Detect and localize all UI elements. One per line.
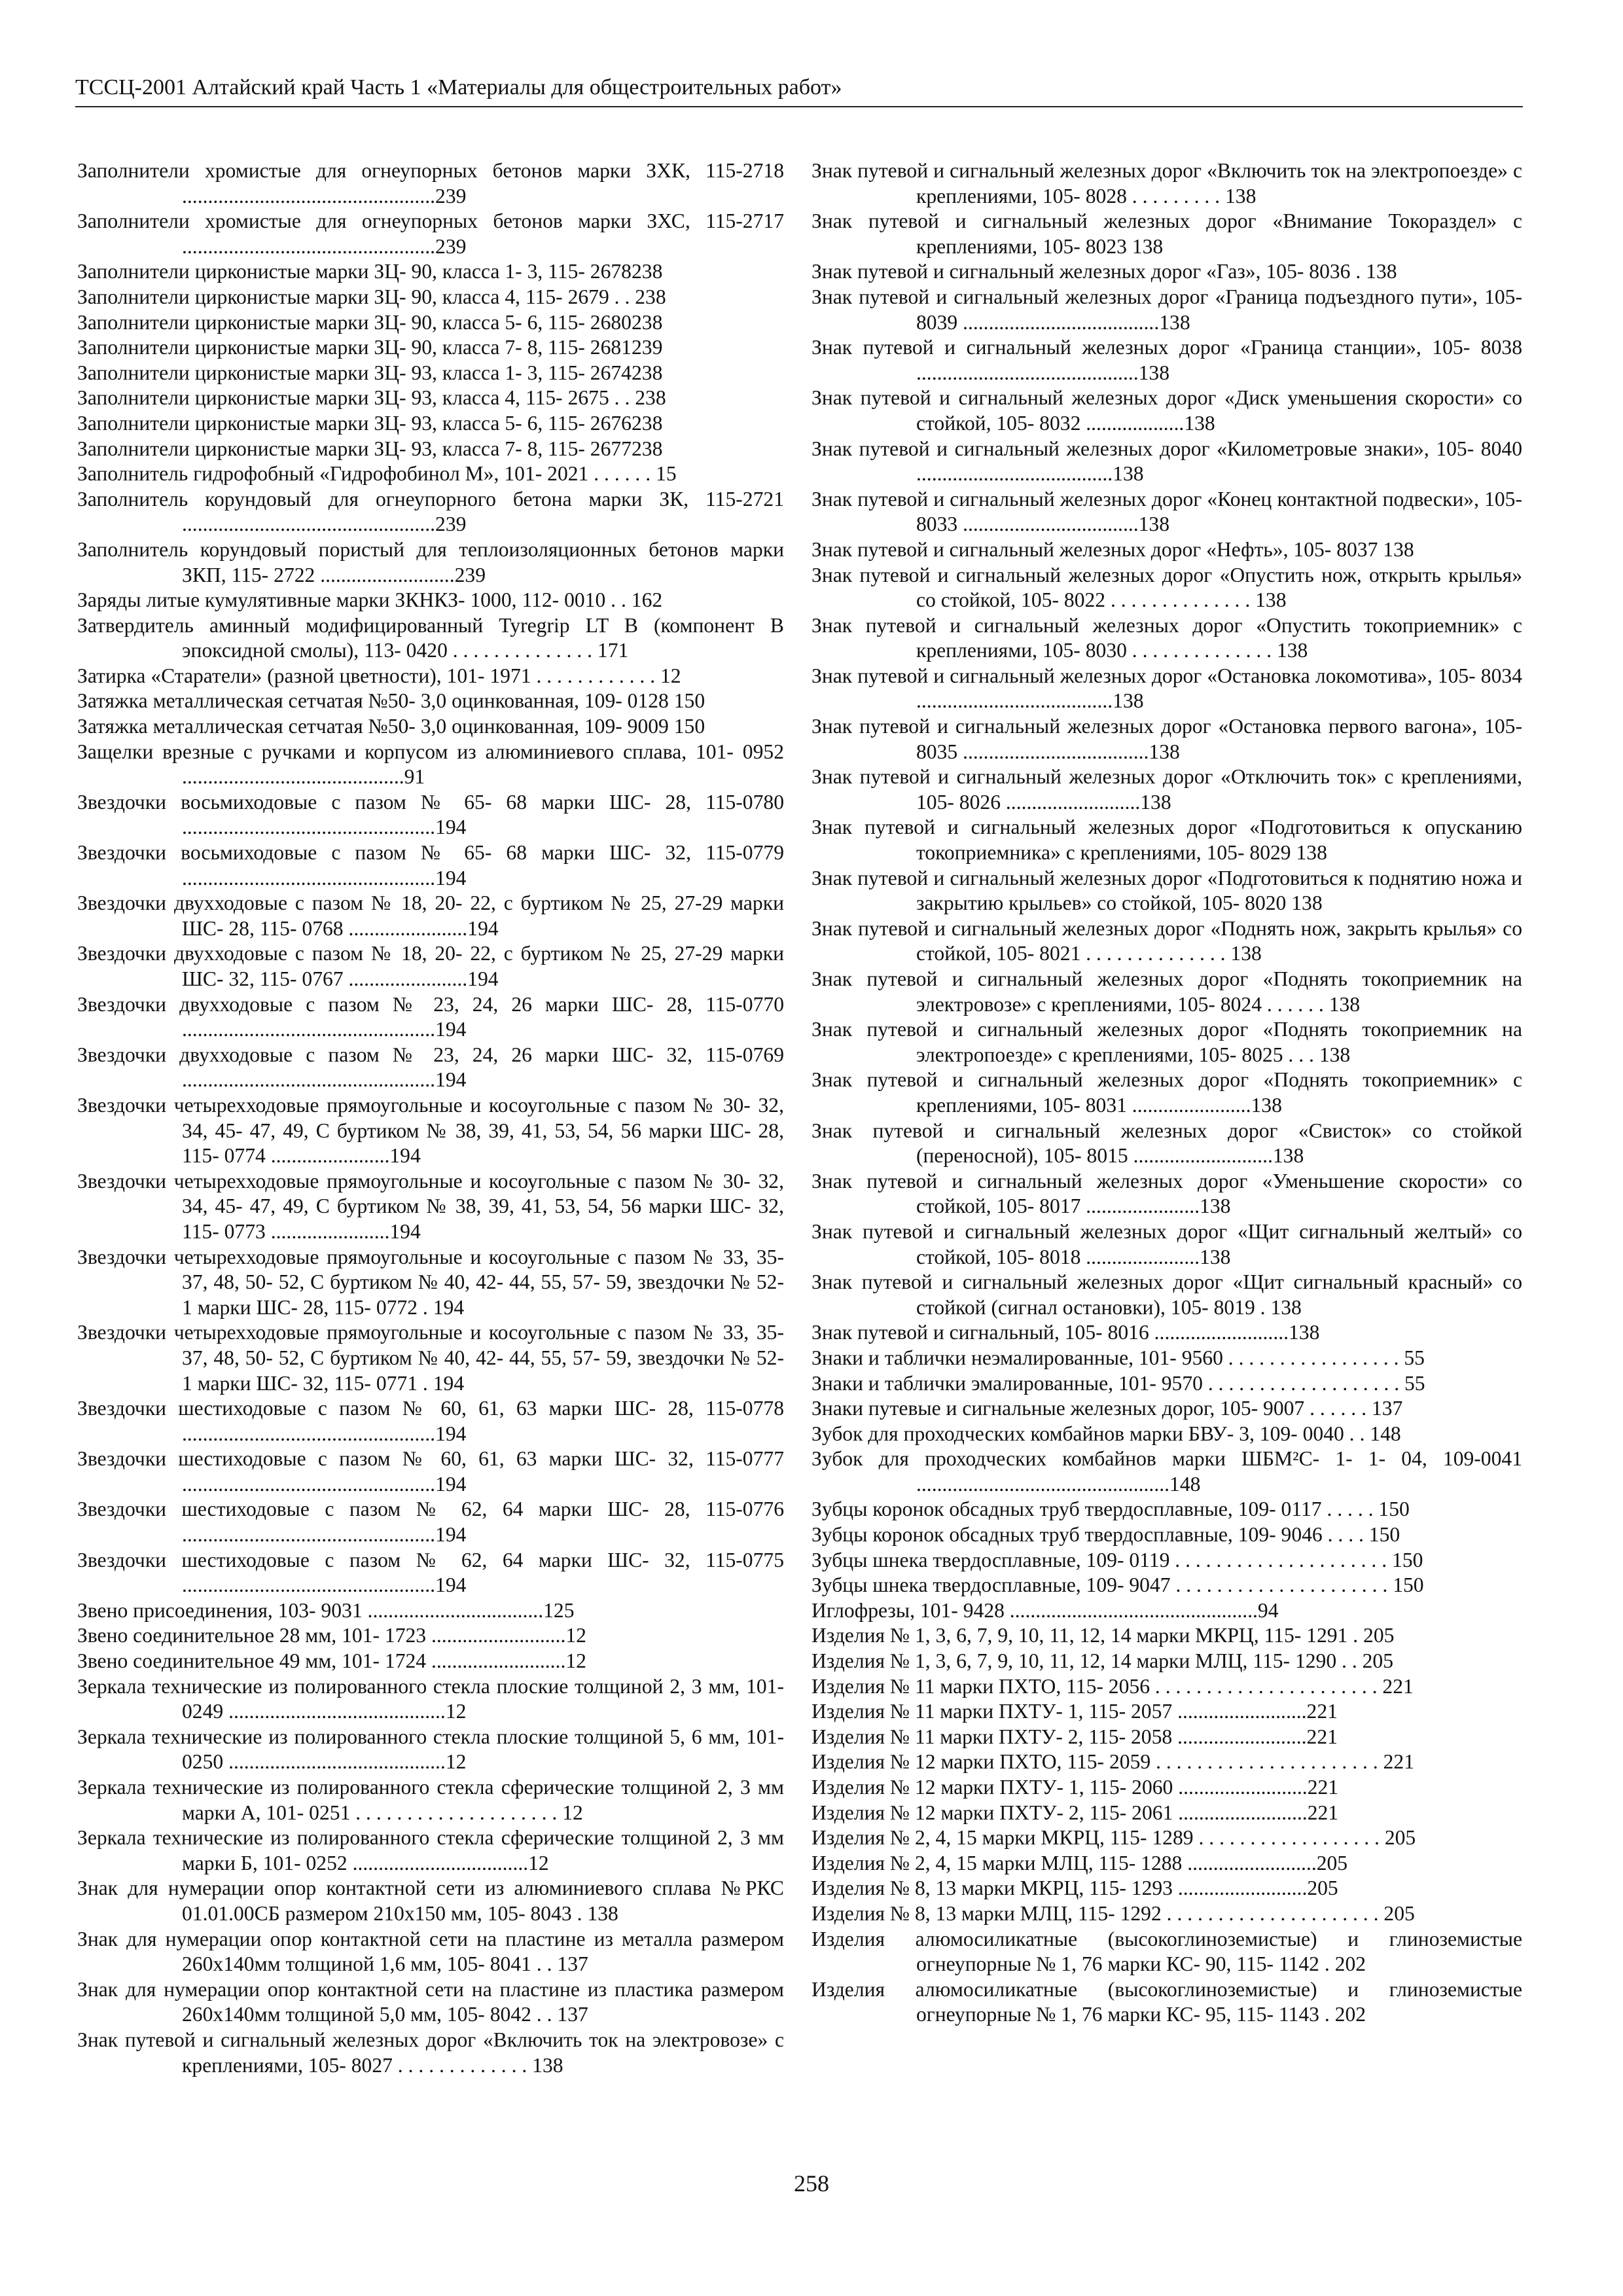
index-entry: Знак путевой и сигнальный железных дорог «Отключить ток» с креплениями, 105- 8026 ..........................138 xyxy=(812,765,1522,814)
index-entry: Зубцы коронок обсадных труб твердосплавные, 109- 9046 . . . . 150 xyxy=(812,1523,1400,1547)
index-entry: Знак путевой и сигнальный железных дорог «Граница станции», 105- 8038 ...........................................138 xyxy=(812,336,1522,384)
index-entry: Затвердитель аминный модифицированный Tyregrip LT B (компонент В эпоксидной смолы), 113- 0420 . . . . . . . . . . . . . . 171 xyxy=(77,613,784,662)
index-entry: Иглофрезы, 101- 9428 ................................................94 xyxy=(812,1598,1279,1622)
index-entry: Знак путевой и сигнальный железных дорог «Остановка первого вагона», 105- 8035 ....................................138 xyxy=(812,715,1522,763)
index-entry: Зубцы коронок обсадных труб твердосплавные, 109- 0117 . . . . . 150 xyxy=(812,1498,1410,1521)
index-entry: Зубок для проходческих комбайнов марки ШБМ²С- 1- 1- 04, 109-0041 .................................................148 xyxy=(812,1447,1522,1496)
index-entry: Заполнители цирконистые марки ЗЦ- 90, класса 4, 115- 2679 . . 238 xyxy=(77,285,666,308)
index-entry: Знак путевой и сигнальный железных дорог «Конец контактной подвески», 105- 8033 ..................................138 xyxy=(812,487,1522,536)
index-entry: Знак путевой и сигнальный железных дорог «Опустить токоприемник» с креплениями, 105- 8030 . . . . . . . . . . . . . . 138 xyxy=(812,613,1522,662)
index-entry: Изделия № 8, 13 марки МКРЦ, 115- 1293 .........................205 xyxy=(812,1876,1338,1900)
index-entry: Изделия № 12 марки ПХТУ- 1, 115- 2060 .........................221 xyxy=(812,1776,1339,1799)
index-entry: Зубок для проходческих комбайнов марки БВУ- 3, 109- 0040 . . 148 xyxy=(812,1422,1401,1445)
index-entry: Знак путевой и сигнальный, 105- 8016 ..........................138 xyxy=(812,1321,1320,1344)
index-entry: Изделия № 12 марки ПХТО, 115- 2059 . . . . . . . . . . . . . . . . . . . . . . 221 xyxy=(812,1750,1414,1774)
index-entry: Знак для нумерации опор контактной сети на пластине из металла размером 260х140мм толщиной 1,6 мм, 105- 8041 . . 137 xyxy=(77,1927,784,1976)
index-entry: Знак путевой и сигнальный железных дорог «Подготовиться к опусканию токоприемника» с креплениями, 105- 8029 138 xyxy=(812,816,1522,865)
index-entry: Затяжка металлическая сетчатая №50- 3,0 оцинкованная, 109- 9009 150 xyxy=(77,715,705,738)
index-entry: Изделия № 12 марки ПХТУ- 2, 115- 2061 .........................221 xyxy=(812,1801,1339,1824)
index-entry: Заряды литые кумулятивные марки ЗКНКЗ- 1000, 112- 0010 . . 162 xyxy=(77,588,663,612)
index-entry: Изделия алюмосиликатные (высокоглиноземистые) и глиноземистые огнеупорные № 1, 76 марки КС- 95, 115- 1143 . 202 xyxy=(812,1977,1522,2026)
index-entry: Зубцы шнека твердосплавные, 109- 9047 . . . . . . . . . . . . . . . . . . . . . 150 xyxy=(812,1573,1424,1597)
index-entry: Знак путевой и сигнальный железных дорог «Свисток» со стойкой (переносной), 105- 8015 ...........................138 xyxy=(812,1119,1522,1168)
index-entry: Знак путевой и сигнальный железных дорог «Щит сигнальный красный» со стойкой (сигнал остановки), 105- 8019 . 138 xyxy=(812,1270,1522,1319)
index-entry: Зеркала технические из полированного стекла плоские толщиной 2, 3 мм, 101- 0249 ..........................................12 xyxy=(77,1674,784,1723)
index-entry: Заполнители цирконистые марки ЗЦ- 93, класса 7- 8, 115- 2677238 xyxy=(77,437,663,460)
index-entry: Защелки врезные с ручками и корпусом из алюминиевого сплава, 101- 0952 ...........................................91 xyxy=(77,740,784,789)
index-entry: Затирка «Старатели» (разной цветности), 101- 1971 . . . . . . . . . . . . 12 xyxy=(77,664,681,687)
index-entry: Знак путевой и сигнальный железных дорог «Опустить нож, открыть крылья» со стойкой, 105- 8022 . . . . . . . . . . . . . . 138 xyxy=(812,563,1522,612)
index-entry: Заполнитель гидрофобный «Гидрофобинол М», 101- 2021 . . . . . . 15 xyxy=(77,462,677,486)
index-entry: Заполнители хромистые для огнеупорных бетонов марки ЗХК, 115-2718 .................................................239 xyxy=(77,159,784,207)
index-entry: Звено соединительное 28 мм, 101- 1723 ..........................12 xyxy=(77,1624,586,1647)
index-entry: Знак путевой и сигнальный железных дорог «Газ», 105- 8036 . 138 xyxy=(812,260,1397,283)
index-entry: Звездочки четырехходовые прямоугольные и косоугольные с пазом № 33, 35- 37, 48, 50- 52, С буртиком № 40, 42- 44, 55, 57- 59, звездочки № 52- 1 марки ШС- 28, 115- 0772 . 194 xyxy=(77,1245,784,1319)
index-entry: Заполнители цирконистые марки ЗЦ- 90, класса 5- 6, 115- 2680238 xyxy=(77,310,663,334)
index-entry: Изделия № 1, 3, 6, 7, 9, 10, 11, 12, 14 марки МКРЦ, 115- 1291 . 205 xyxy=(812,1624,1395,1647)
index-entry: Затяжка металлическая сетчатая №50- 3,0 оцинкованная, 109- 0128 150 xyxy=(77,689,705,713)
index-entry: Знак путевой и сигнальный железных дорог «Включить ток на электропоезде» с креплениями, 105- 8028 . . . . . . . . . 138 xyxy=(812,159,1522,207)
index-entry: Зеркала технические из полированного стекла сферические толщиной 2, 3 мм марки Б, 101- 0252 ..................................12 xyxy=(77,1826,784,1874)
running-header: ТССЦ-2001 Алтайский край Часть 1 «Материалы для общестроительных работ» xyxy=(75,75,842,99)
index-entry: Заполнители цирконистые марки ЗЦ- 90, класса 1- 3, 115- 2678238 xyxy=(77,260,663,283)
index-entry: Звездочки четырехходовые прямоугольные и косоугольные с пазом № 30- 32, 34, 45- 47, 49, С буртиком № 38, 39, 41, 53, 54, 56 марки ШС- 28, 115- 0774 .......................194 xyxy=(77,1093,784,1168)
index-entry: Знаки и таблички неэмалированные, 101- 9560 . . . . . . . . . . . . . . . . . 55 xyxy=(812,1346,1425,1369)
index-entry: Заполнители цирконистые марки ЗЦ- 93, класса 1- 3, 115- 2674238 xyxy=(77,361,663,384)
index-column-left xyxy=(77,158,784,2078)
index-entry: Звено соединительное 49 мм, 101- 1724 ..........................12 xyxy=(77,1649,586,1673)
index-entry: Звездочки двухходовые с пазом № 18, 20- 22, с буртиком № 25, 27-29 марки ШС- 28, 115- 0768 .......................194 xyxy=(77,891,784,940)
index-entry: Знак путевой и сигнальный железных дорог «Щит сигнальный желтый» со стойкой, 105- 8018 ......................138 xyxy=(812,1219,1522,1268)
index-entry: Звездочки шестиходовые с пазом № 62, 64 марки ШС- 32, 115-0775 .................................................194 xyxy=(77,1548,784,1597)
index-entry: Зеркала технические из полированного стекла сферические толщиной 2, 3 мм марки А, 101- 0251 . . . . . . . . . . . . . . . . . . . . 12 xyxy=(77,1776,784,1824)
index-entry: Знак путевой и сигнальный железных дорог «Подготовиться к поднятию ножа и закрытию крыльев» со стойкой, 105- 8020 138 xyxy=(812,866,1522,915)
index-entry: Изделия алюмосиликатные (высокоглиноземистые) и глиноземистые огнеупорные № 1, 76 марки КС- 90, 115- 1142 . 202 xyxy=(812,1927,1522,1976)
index-column-right xyxy=(812,158,1522,2028)
index-entry: Звездочки шестиходовые с пазом № 60, 61, 63 марки ШС- 28, 115-0778 .................................................194 xyxy=(77,1397,784,1445)
index-entry: Знаки путевые и сигнальные железных дорог, 105- 9007 . . . . . . 137 xyxy=(812,1397,1403,1420)
index-entry: Звездочки шестиходовые с пазом № 60, 61, 63 марки ШС- 32, 115-0777 .................................................194 xyxy=(77,1447,784,1496)
index-entry: Знак путевой и сигнальный железных дорог «Остановка локомотива», 105- 8034 ......................................138 xyxy=(812,664,1522,713)
index-entry: Знак путевой и сигнальный железных дорог «Поднять токоприемник» с креплениями, 105- 8031 .......................138 xyxy=(812,1068,1522,1117)
index-entry: Звездочки двухходовые с пазом № 23, 24, 26 марки ШС- 28, 115-0770 .................................................194 xyxy=(77,992,784,1041)
header-rule xyxy=(75,106,1523,107)
index-entry: Знак путевой и сигнальный железных дорог «Нефть», 105- 8037 138 xyxy=(812,537,1414,561)
index-entry: Заполнители хромистые для огнеупорных бетонов марки ЗХС, 115-2717 .................................................239 xyxy=(77,209,784,258)
index-entry: Знак путевой и сигнальный железных дорог «Километровые знаки», 105- 8040 ......................................138 xyxy=(812,437,1522,486)
index-entry: Заполнители цирконистые марки ЗЦ- 93, класса 4, 115- 2675 . . 238 xyxy=(77,386,666,410)
index-entry: Заполнитель корундовый для огнеупорного бетона марки ЗК, 115-2721 .................................................239 xyxy=(77,487,784,536)
index-entry: Знак путевой и сигнальный железных дорог «Включить ток на электровозе» с креплениями, 105- 8027 . . . . . . . . . . . . . 138 xyxy=(77,2028,784,2077)
index-entry: Изделия № 1, 3, 6, 7, 9, 10, 11, 12, 14 марки МЛЦ, 115- 1290 . . 205 xyxy=(812,1649,1394,1673)
index-entry: Изделия № 2, 4, 15 марки МКРЦ, 115- 1289 . . . . . . . . . . . . . . . . . . 205 xyxy=(812,1826,1416,1850)
index-entry: Знак путевой и сигнальный железных дорог «Внимание Токораздел» с креплениями, 105- 8023 138 xyxy=(812,209,1522,258)
index-entry: Звездочки четырехходовые прямоугольные и косоугольные с пазом № 33, 35- 37, 48, 50- 52, С буртиком № 40, 42- 44, 55, 57- 59, звездочки № 52- 1 марки ШС- 32, 115- 0771 . 194 xyxy=(77,1321,784,1395)
index-entry: Знак путевой и сигнальный железных дорог «Поднять токоприемник на электровозе» с креплениями, 105- 8024 . . . . . . 138 xyxy=(812,967,1522,1016)
index-entry: Знак путевой и сигнальный железных дорог «Уменьшение скорости» со стойкой, 105- 8017 ......................138 xyxy=(812,1169,1522,1218)
index-entry: Звездочки восьмиходовые с пазом № 65- 68 марки ШС- 28, 115-0780 .................................................194 xyxy=(77,790,784,839)
index-entry: Звездочки двухходовые с пазом № 18, 20- 22, с буртиком № 25, 27-29 марки ШС- 32, 115- 0767 .......................194 xyxy=(77,942,784,990)
index-entry: Звездочки восьмиходовые с пазом № 65- 68 марки ШС- 32, 115-0779 .................................................194 xyxy=(77,841,784,889)
index-entry: Звездочки шестиходовые с пазом № 62, 64 марки ШС- 28, 115-0776 .................................................194 xyxy=(77,1498,784,1547)
index-entry: Изделия № 11 марки ПХТО, 115- 2056 . . . . . . . . . . . . . . . . . . . . . . 221 xyxy=(812,1674,1414,1698)
index-entry: Заполнители цирконистые марки ЗЦ- 90, класса 7- 8, 115- 2681239 xyxy=(77,336,663,359)
index-entry: Изделия № 11 марки ПХТУ- 2, 115- 2058 .........................221 xyxy=(812,1725,1338,1748)
index-entry: Знаки и таблички эмалированные, 101- 9570 . . . . . . . . . . . . . . . . . . . 55 xyxy=(812,1371,1425,1395)
index-entry: Изделия № 11 марки ПХТУ- 1, 115- 2057 .........................221 xyxy=(812,1700,1338,1723)
index-entry: Изделия № 2, 4, 15 марки МЛЦ, 115- 1288 .........................205 xyxy=(812,1851,1348,1874)
index-entry: Знак путевой и сигнальный железных дорог «Поднять токоприемник на электропоезде» с креплениями, 105- 8025 . . . 138 xyxy=(812,1018,1522,1066)
index-entry: Заполнитель корундовый пористый для теплоизоляционных бетонов марки ЗКП, 115- 2722 ..........................239 xyxy=(77,537,784,586)
index-entry: Изделия № 8, 13 марки МЛЦ, 115- 1292 . . . . . . . . . . . . . . . . . . . . . 205 xyxy=(812,1901,1415,1925)
index-entry: Знак путевой и сигнальный железных дорог «Диск уменьшения скорости» со стойкой, 105- 8032 ...................138 xyxy=(812,386,1522,435)
index-entry: Знак путевой и сигнальный железных дорог «Граница подъездного пути», 105- 8039 ......................................138 xyxy=(812,285,1522,334)
index-entry: Знак для нумерации опор контактной сети на пластине из пластика размером 260х140мм толщиной 5,0 мм, 105- 8042 . . 137 xyxy=(77,1977,784,2026)
index-entry: Звездочки двухходовые с пазом № 23, 24, 26 марки ШС- 32, 115-0769 .................................................194 xyxy=(77,1043,784,1092)
index-entry: Звено присоединения, 103- 9031 ..................................125 xyxy=(77,1598,575,1622)
index-entry: Зеркала технические из полированного стекла плоские толщиной 5, 6 мм, 101- 0250 ..........................................12 xyxy=(77,1725,784,1774)
index-entry: Зубцы шнека твердосплавные, 109- 0119 . . . . . . . . . . . . . . . . . . . . . 150 xyxy=(812,1548,1423,1571)
index-entry: Знак путевой и сигнальный железных дорог «Поднять нож, закрыть крылья» со стойкой, 105- 8021 . . . . . . . . . . . . . . 138 xyxy=(812,916,1522,965)
page-number: 258 xyxy=(794,2170,829,2197)
index-entry: Звездочки четырехходовые прямоугольные и косоугольные с пазом № 30- 32, 34, 45- 47, 49, С буртиком № 38, 39, 41, 53, 54, 56 марки ШС- 32, 115- 0773 .......................194 xyxy=(77,1169,784,1243)
index-entry: Заполнители цирконистые марки ЗЦ- 93, класса 5- 6, 115- 2676238 xyxy=(77,411,663,435)
index-entry: Знак для нумерации опор контактной сети из алюминиевого сплава №РКС 01.01.00СБ размером 210х150 мм, 105- 8043 . 138 xyxy=(77,1876,784,1925)
